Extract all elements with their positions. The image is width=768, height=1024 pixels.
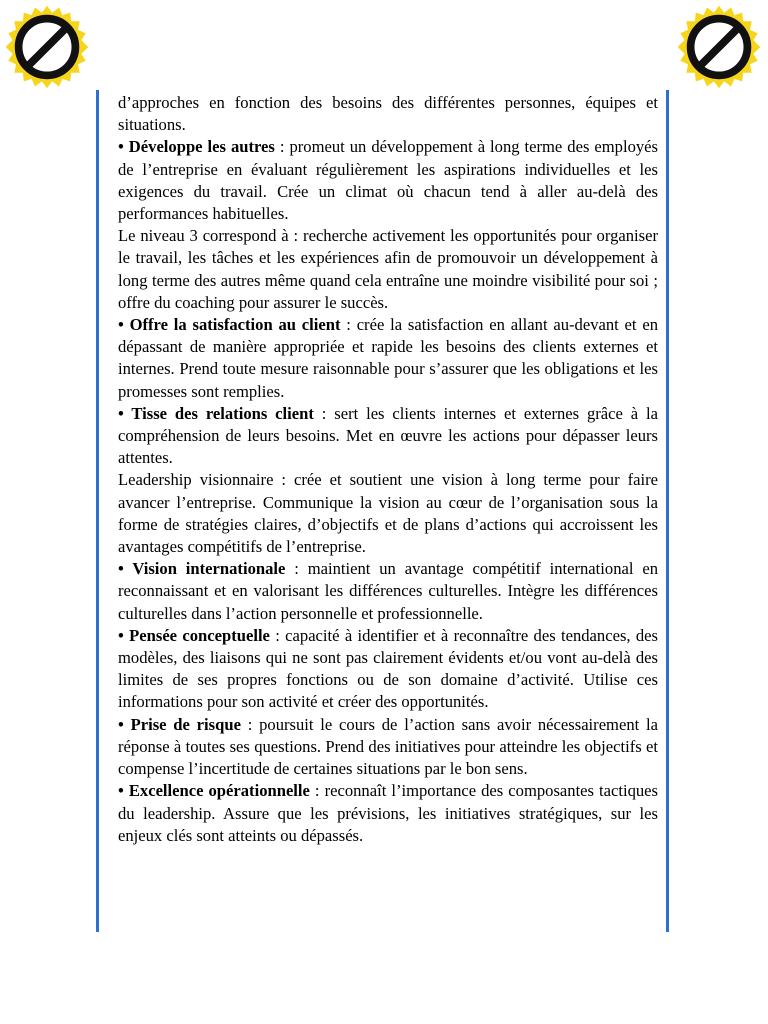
paragraph-heading: • Pensée conceptuelle <box>118 625 270 645</box>
paragraph <box>118 558 658 625</box>
prohibited-sign-icon <box>4 4 90 90</box>
paragraph-text: Leadership visionnaire : crée et soutient une vision à long terme pour faire avancer l’entreprise. Communique la vision au cœur de l’organisation sous la forme de stratégies claires, d’objectifs et de plans d’actions qui accroissent les avantages compétitifs de l’entreprise. <box>118 470 658 557</box>
paragraph-text: : crée la satisfaction en allant au-devant et en dépassant de manière appropriée et rapide les besoins des clients externes et internes. Prend toute mesure raisonnable pour s’assurer que les obligations et les promesses sont remplies. <box>118 315 658 401</box>
paragraph-heading: • Excellence opérationnelle <box>118 781 310 801</box>
prohibited-sign-icon <box>676 4 762 90</box>
paragraph-text: : maintient un avantage compétitif international en reconnaissant et en valorisant les différences culturelles. Intègre les différences culturelles dans l’action personnelle et professionnelle. <box>118 559 658 623</box>
left-border-rule <box>96 90 99 932</box>
paragraph <box>118 780 658 847</box>
paragraph-heading: • Vision internationale <box>118 559 286 579</box>
paragraph-text: : reconnaît l’importance des composantes tactiques du leadership. Assure que les prévisions, les initiatives stratégiques, sur les enjeux clés sont atteints ou dépassés. <box>118 781 659 845</box>
paragraph-heading: • Offre la satisfaction au client <box>118 315 341 335</box>
paragraph <box>118 225 658 314</box>
paragraph <box>118 92 658 136</box>
document-body <box>118 92 658 847</box>
paragraph <box>118 136 658 225</box>
paragraph <box>118 625 658 714</box>
paragraph-text: : sert les clients internes et externes grâce à la compréhension de leurs besoins. Met en œuvre les actions pour dépasser leurs attentes. <box>118 403 658 468</box>
paragraph-text: : promeut un développement à long terme des employés de l’entreprise en évaluant régulièrement les aspirations individuelles et les exigences du travail. Crée un climat où chacun tend à aller au-delà des performances habituelles. <box>118 137 658 224</box>
paragraph-text: : capacité à identifier et à reconnaître des tendances, des modèles, des liaisons qui ne sont pas clairement évidents et/ou vont au-delà des limites de ses propres fonctions ou de son domaine d’activité. Utilise ces informations pour son activité et créer des opportunités. <box>118 625 658 712</box>
paragraph <box>118 469 658 558</box>
paragraph-text: : poursuit le cours de l’action sans avoir nécessairement la réponse à toutes ses questions. Prend des initiatives pour atteindre les objectifs et compense l’incertitude de certaines situations par le bon sens. <box>118 714 658 779</box>
paragraph-heading: • Prise de risque <box>118 714 241 734</box>
paragraph <box>118 714 658 781</box>
paragraph-heading: • Développe les autres <box>118 137 275 157</box>
paragraph-heading: • Tisse des relations client <box>118 403 314 423</box>
paragraph <box>118 314 658 403</box>
right-border-rule <box>666 90 669 932</box>
paragraph-text: Le niveau 3 correspond à : recherche activement les opportunités pour organiser le travail, les tâches et les expériences afin de promouvoir un développement à long terme des autres même quand cela entraîne une moindre visibilité pour soi ; offre du coaching pour assurer le succès. <box>118 226 658 312</box>
paragraph-text: d’approches en fonction des besoins des différentes personnes, équipes et situations. <box>118 93 658 135</box>
paragraph <box>118 403 658 470</box>
